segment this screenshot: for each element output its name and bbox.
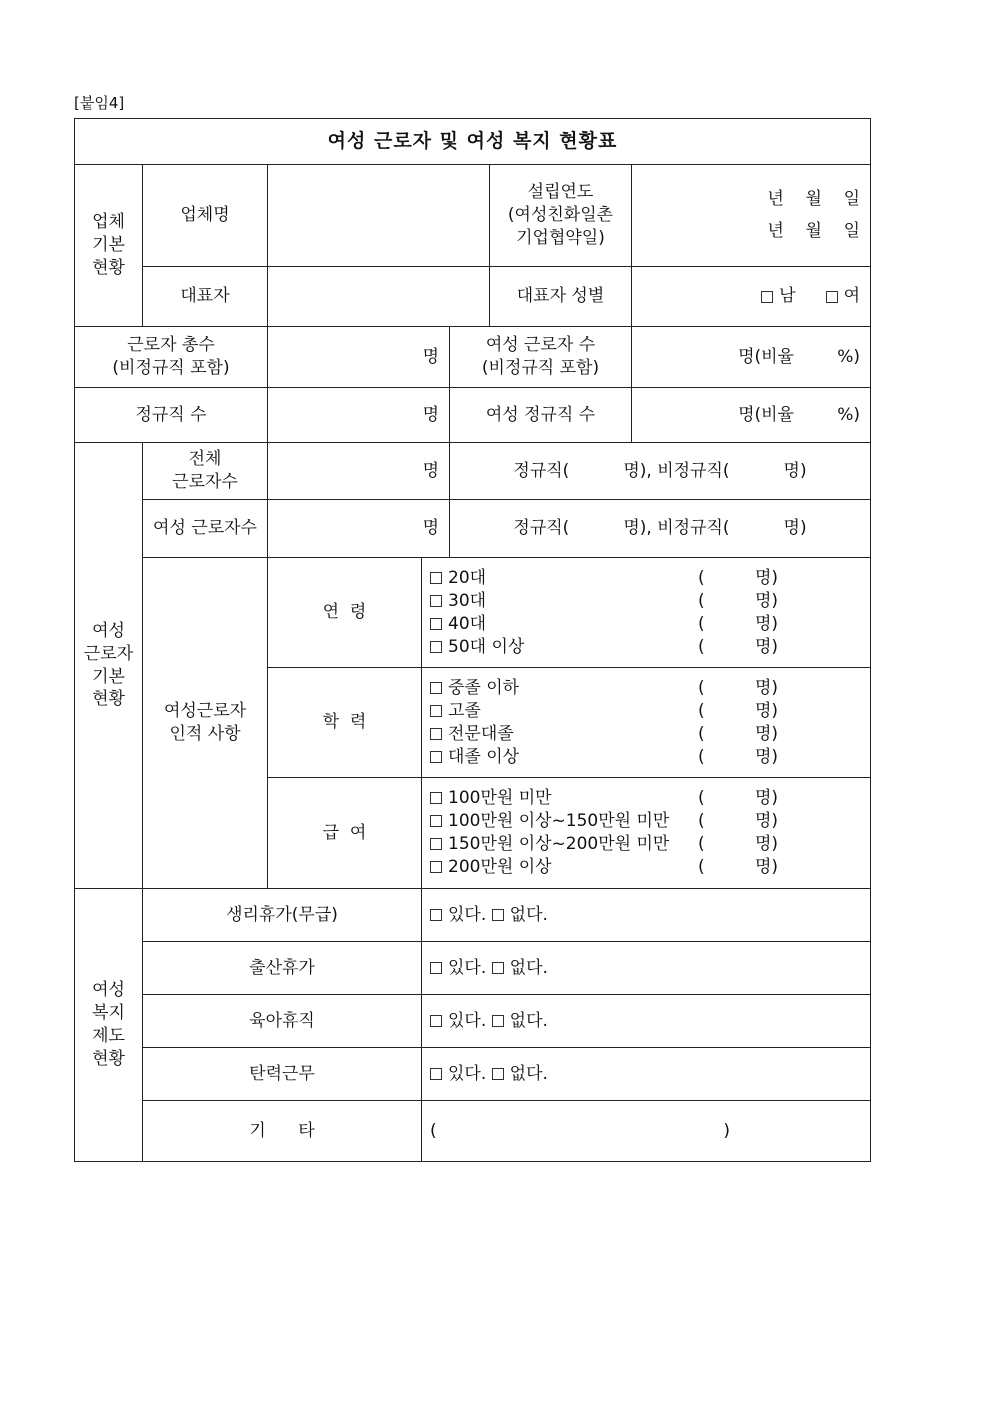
male-label: 남 bbox=[779, 286, 796, 307]
yes-label: 있다. bbox=[448, 1010, 487, 1031]
company-section-label: 업체 기본 현황 bbox=[75, 165, 143, 327]
checkbox[interactable] bbox=[430, 595, 442, 607]
no-label: 없다. bbox=[509, 957, 548, 978]
all-workers-input[interactable] bbox=[268, 443, 450, 500]
agreement-date-line: 년 월 일 bbox=[767, 221, 860, 241]
option-label: 50대 이상 bbox=[448, 636, 525, 657]
ceo-label: 대표자 bbox=[143, 267, 268, 327]
option-label: 30대 bbox=[448, 590, 487, 611]
welfare-item-options bbox=[422, 889, 870, 942]
checkbox[interactable] bbox=[430, 641, 442, 653]
total-workers-label: 근로자 총수 (비정규직 포함) bbox=[75, 327, 268, 388]
education-options bbox=[422, 668, 870, 778]
total-workers-input[interactable] bbox=[268, 327, 450, 388]
education-label: 학 력 bbox=[268, 668, 422, 778]
count-unit: 명) bbox=[754, 834, 778, 855]
education-option bbox=[430, 677, 870, 700]
female-workers-ratio-input[interactable]: 명(비율 %) bbox=[632, 327, 870, 388]
salary-option bbox=[430, 856, 870, 879]
status-form-table bbox=[74, 118, 871, 1162]
count-unit: 명) bbox=[754, 746, 778, 767]
female-label: 여 bbox=[843, 286, 860, 307]
male-checkbox[interactable] bbox=[761, 291, 773, 303]
option-label: 대졸 이상 bbox=[448, 746, 520, 767]
welfare-item-label: 생리휴가(무급) bbox=[143, 889, 422, 942]
paren: ( bbox=[698, 636, 705, 657]
company-name-label: 업체명 bbox=[143, 165, 268, 267]
age-option bbox=[430, 590, 870, 613]
welfare-item-label: 육아휴직 bbox=[143, 995, 422, 1048]
no-label: 없다. bbox=[509, 1063, 548, 1084]
founding-date-field[interactable] bbox=[632, 165, 870, 267]
count-unit: 명) bbox=[754, 723, 778, 744]
no-checkbox[interactable] bbox=[492, 1068, 504, 1080]
age-option bbox=[430, 567, 870, 590]
paren-close: ) bbox=[723, 1120, 730, 1141]
option-label: 100만원 이상~150만원 미만 bbox=[448, 811, 670, 832]
checkbox[interactable] bbox=[430, 792, 442, 804]
checkbox[interactable] bbox=[430, 682, 442, 694]
age-option bbox=[430, 613, 870, 636]
count-unit: 명) bbox=[754, 636, 778, 657]
salary-label: 급 여 bbox=[268, 778, 422, 889]
yes-checkbox[interactable] bbox=[430, 962, 442, 974]
paren: ( bbox=[698, 613, 705, 634]
no-label: 없다. bbox=[509, 1010, 548, 1031]
ceo-gender-options bbox=[632, 267, 870, 327]
education-option bbox=[430, 746, 870, 769]
founding-date-line: 년 월 일 bbox=[767, 189, 860, 210]
option-label: 150만원 이상~200만원 미만 bbox=[448, 834, 670, 855]
unit-label: 명 bbox=[422, 460, 439, 481]
company-name-input[interactable] bbox=[268, 165, 490, 267]
no-label: 없다. bbox=[509, 904, 548, 925]
salary-option bbox=[430, 833, 870, 856]
other-label: 기 타 bbox=[143, 1101, 422, 1161]
option-label: 40대 bbox=[448, 613, 487, 634]
age-label: 연 령 bbox=[268, 558, 422, 668]
no-checkbox[interactable] bbox=[492, 909, 504, 921]
founding-year-label: 설립연도 (여성친화일촌 기업협약일) bbox=[490, 165, 632, 267]
age-options bbox=[422, 558, 870, 668]
yes-label: 있다. bbox=[448, 957, 487, 978]
personal-info-label: 여성근로자 인적 사항 bbox=[143, 558, 268, 889]
checkbox[interactable] bbox=[430, 618, 442, 630]
option-label: 중졸 이하 bbox=[448, 677, 520, 698]
count-unit: 명) bbox=[754, 700, 778, 721]
option-label: 100만원 미만 bbox=[448, 788, 552, 809]
yes-label: 있다. bbox=[448, 1063, 487, 1084]
unit-label: 명 bbox=[422, 518, 439, 539]
female-basic-section-label: 여성 근로자 기본 현황 bbox=[75, 443, 143, 889]
count-unit: 명) bbox=[754, 590, 778, 611]
yes-label: 있다. bbox=[448, 904, 487, 925]
female-regular-label: 여성 정규직 수 bbox=[450, 388, 632, 443]
unit-label: 명 bbox=[422, 346, 439, 367]
paren: ( bbox=[698, 857, 705, 878]
all-workers-label: 전체 근로자수 bbox=[143, 443, 268, 500]
form-title: 여성 근로자 및 여성 복지 현황표 bbox=[75, 119, 870, 165]
welfare-item-options bbox=[422, 942, 870, 995]
ceo-input[interactable] bbox=[268, 267, 490, 327]
option-label: 200만원 이상 bbox=[448, 857, 552, 878]
checkbox[interactable] bbox=[430, 838, 442, 850]
count-unit: 명) bbox=[754, 811, 778, 832]
paren-open: ( bbox=[430, 1120, 437, 1141]
salary-option bbox=[430, 787, 870, 810]
female-regular-ratio-input[interactable]: 명(비율 %) bbox=[632, 388, 870, 443]
option-label: 20대 bbox=[448, 567, 487, 588]
checkbox[interactable] bbox=[430, 815, 442, 827]
paren: ( bbox=[698, 723, 705, 744]
female-workers-count-input[interactable] bbox=[268, 500, 450, 558]
age-option bbox=[430, 636, 870, 659]
count-unit: 명) bbox=[754, 567, 778, 588]
paren: ( bbox=[698, 700, 705, 721]
option-label: 전문대졸 bbox=[448, 723, 514, 744]
checkbox[interactable] bbox=[430, 861, 442, 873]
welfare-section-label: 여성 복지 제도 현황 bbox=[75, 889, 143, 1161]
option-label: 고졸 bbox=[448, 700, 481, 721]
regular-workers-input[interactable] bbox=[268, 388, 450, 443]
paren: ( bbox=[698, 834, 705, 855]
paren: ( bbox=[698, 788, 705, 809]
female-workers-count-label: 여성 근로자수 bbox=[143, 500, 268, 558]
welfare-item-label: 탄력근무 bbox=[143, 1048, 422, 1101]
paren: ( bbox=[698, 590, 705, 611]
yes-checkbox[interactable] bbox=[430, 1068, 442, 1080]
female-checkbox[interactable] bbox=[826, 291, 838, 303]
count-unit: 명) bbox=[754, 677, 778, 698]
checkbox[interactable] bbox=[430, 728, 442, 740]
salary-option bbox=[430, 810, 870, 833]
welfare-item-options bbox=[422, 995, 870, 1048]
count-unit: 명) bbox=[754, 857, 778, 878]
checkbox[interactable] bbox=[430, 705, 442, 717]
count-unit: 명) bbox=[754, 613, 778, 634]
checkbox[interactable] bbox=[430, 572, 442, 584]
unit-label: 명 bbox=[422, 404, 439, 425]
other-input[interactable] bbox=[422, 1101, 870, 1161]
welfare-item-label: 출산휴가 bbox=[143, 942, 422, 995]
attachment-label: [붙임4] bbox=[74, 94, 125, 112]
welfare-item-options bbox=[422, 1048, 870, 1101]
salary-options bbox=[422, 778, 870, 889]
count-unit: 명) bbox=[754, 788, 778, 809]
regular-workers-label: 정규직 수 bbox=[75, 388, 268, 443]
paren: ( bbox=[698, 567, 705, 588]
female-workers-breakdown[interactable]: 정규직( 명), 비정규직( 명) bbox=[450, 500, 870, 558]
no-checkbox[interactable] bbox=[492, 1015, 504, 1027]
paren: ( bbox=[698, 811, 705, 832]
checkbox[interactable] bbox=[430, 751, 442, 763]
yes-checkbox[interactable] bbox=[430, 1015, 442, 1027]
yes-checkbox[interactable] bbox=[430, 909, 442, 921]
no-checkbox[interactable] bbox=[492, 962, 504, 974]
paren: ( bbox=[698, 746, 705, 767]
education-option bbox=[430, 700, 870, 723]
female-workers-label: 여성 근로자 수 (비정규직 포함) bbox=[450, 327, 632, 388]
ceo-gender-label: 대표자 성별 bbox=[490, 267, 632, 327]
paren: ( bbox=[698, 677, 705, 698]
all-workers-breakdown[interactable]: 정규직( 명), 비정규직( 명) bbox=[450, 443, 870, 500]
education-option bbox=[430, 723, 870, 746]
